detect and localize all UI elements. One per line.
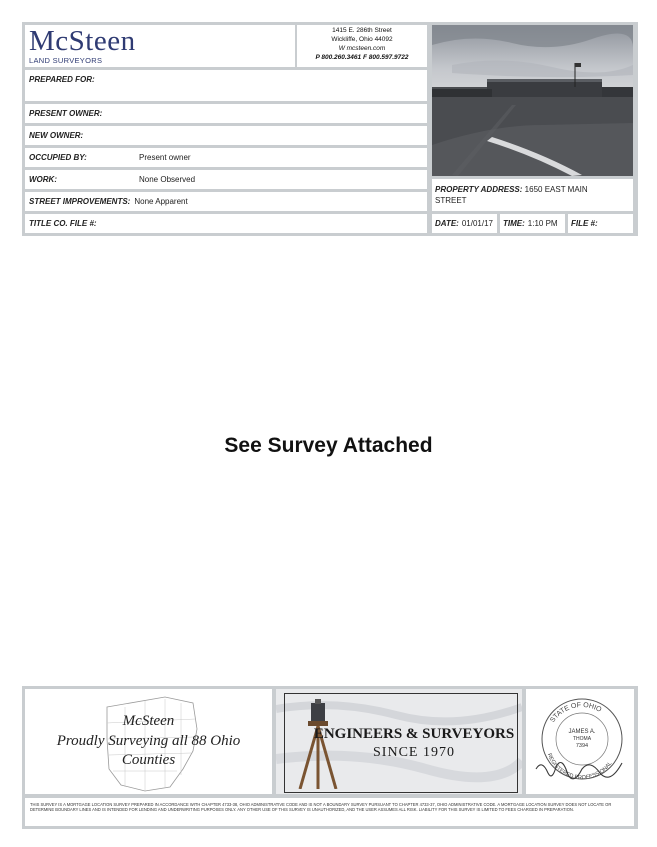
street-improvements-value: None Apparent	[134, 197, 188, 206]
date-cell	[432, 214, 497, 233]
prepared-for-label: PREPARED FOR:	[29, 75, 95, 84]
prepared-for-row	[25, 70, 427, 101]
company-website: W mcsteen.com	[338, 45, 386, 52]
occupied-by-row	[25, 148, 427, 167]
seal-name: JAMES A.	[568, 729, 596, 735]
company-logo	[25, 25, 295, 67]
occupied-by-value: Present owner	[139, 153, 191, 162]
present-owner-row	[25, 104, 427, 123]
ohio-counties-panel	[25, 689, 272, 794]
company-phones: P 800.260.3461 F 800.597.9722	[315, 54, 409, 61]
seal-top-text: STATE OF OHIO	[549, 701, 603, 724]
time-value: 1:10 PM	[527, 219, 558, 228]
seal-name2: THOMA	[572, 736, 592, 742]
address-line1: 1415 E. 286th Street	[332, 27, 392, 34]
disclaimer-box	[25, 798, 634, 826]
engineers-since: SINCE 1970	[373, 745, 455, 760]
street-improvements-row	[25, 192, 427, 211]
engineers-title: ENGINEERS & SURVEYORS	[313, 726, 515, 742]
property-address-label: PROPERTY ADDRESS:	[435, 185, 523, 194]
property-address-cell	[432, 179, 633, 211]
time-cell	[500, 214, 565, 233]
seal-panel	[526, 689, 634, 794]
seal-number: 7394	[575, 743, 589, 749]
date-label: DATE:	[435, 219, 459, 228]
work-value: None Observed	[139, 175, 196, 184]
seal-bottom-text: REGISTERED PROFESSIONAL	[545, 752, 614, 782]
time-label: TIME:	[503, 219, 525, 228]
file-number-label: FILE #:	[571, 219, 598, 228]
occupied-by-label: OCCUPIED BY:	[29, 153, 87, 162]
title-co-file-label: TITLE CO. FILE #:	[29, 219, 97, 228]
professional-seal-icon	[526, 689, 634, 794]
see-survey-attached-text: See Survey Attached	[224, 434, 433, 457]
new-owner-label: NEW OWNER:	[29, 131, 84, 140]
company-address	[297, 25, 427, 67]
address-line2: Wickliffe, Ohio 44092	[331, 36, 393, 43]
property-address-value-2: STREET	[435, 196, 467, 205]
ohio-panel-line2: Counties	[121, 752, 176, 768]
work-label: WORK:	[29, 175, 57, 184]
surveying-tripod-icon	[294, 699, 344, 789]
property-photo-image	[432, 25, 633, 176]
ohio-panel-company: McSteen	[122, 713, 175, 729]
new-owner-row	[25, 126, 427, 145]
title-co-file-row	[25, 214, 427, 233]
date-value: 01/01/17	[461, 219, 493, 228]
street-improvements-label: STREET IMPROVEMENTS:	[29, 197, 131, 206]
present-owner-label: PRESENT OWNER:	[29, 109, 103, 118]
company-tagline: LAND SURVEYORS	[29, 56, 103, 65]
property-address-value-1: 1650 EAST MAIN	[524, 185, 588, 194]
engineers-panel	[276, 689, 522, 794]
file-number-cell	[568, 214, 633, 233]
property-photo	[432, 25, 633, 176]
company-name: McSteen	[29, 25, 136, 57]
disclaimer-text: THIS SURVEY IS A MORTGAGE LOCATION SURVEY PREPARED IN ACCORDANCE WITH CHAPTER 4733-38, OHIO ADMINISTRATIVE CODE AND IS NOT A BOUNDARY SURVEY PURSUANT TO CHAPTER 4733-37, OHIO ADMINISTRATIVE CODE. A MORTGAGE LOCATION SURVEY DOES NOT LOCATE OR DETERMINE BOUNDARY LINES AND IS INTENDED FOR LENDING AND UNDERWRITING PURPOSES ONLY. ANY OTHER USE OF THIS SURVEY IS UNAUTHORIZED, AND THE USER ASSUMES ALL RISK. LIABILITY FOR THIS SURVEY IS LIMITED TO FEES CHARGED IN PREPARATION.	[30, 802, 612, 813]
ohio-panel-line1: Proudly Surveying all 88 Ohio	[56, 733, 241, 749]
work-row	[25, 170, 427, 189]
